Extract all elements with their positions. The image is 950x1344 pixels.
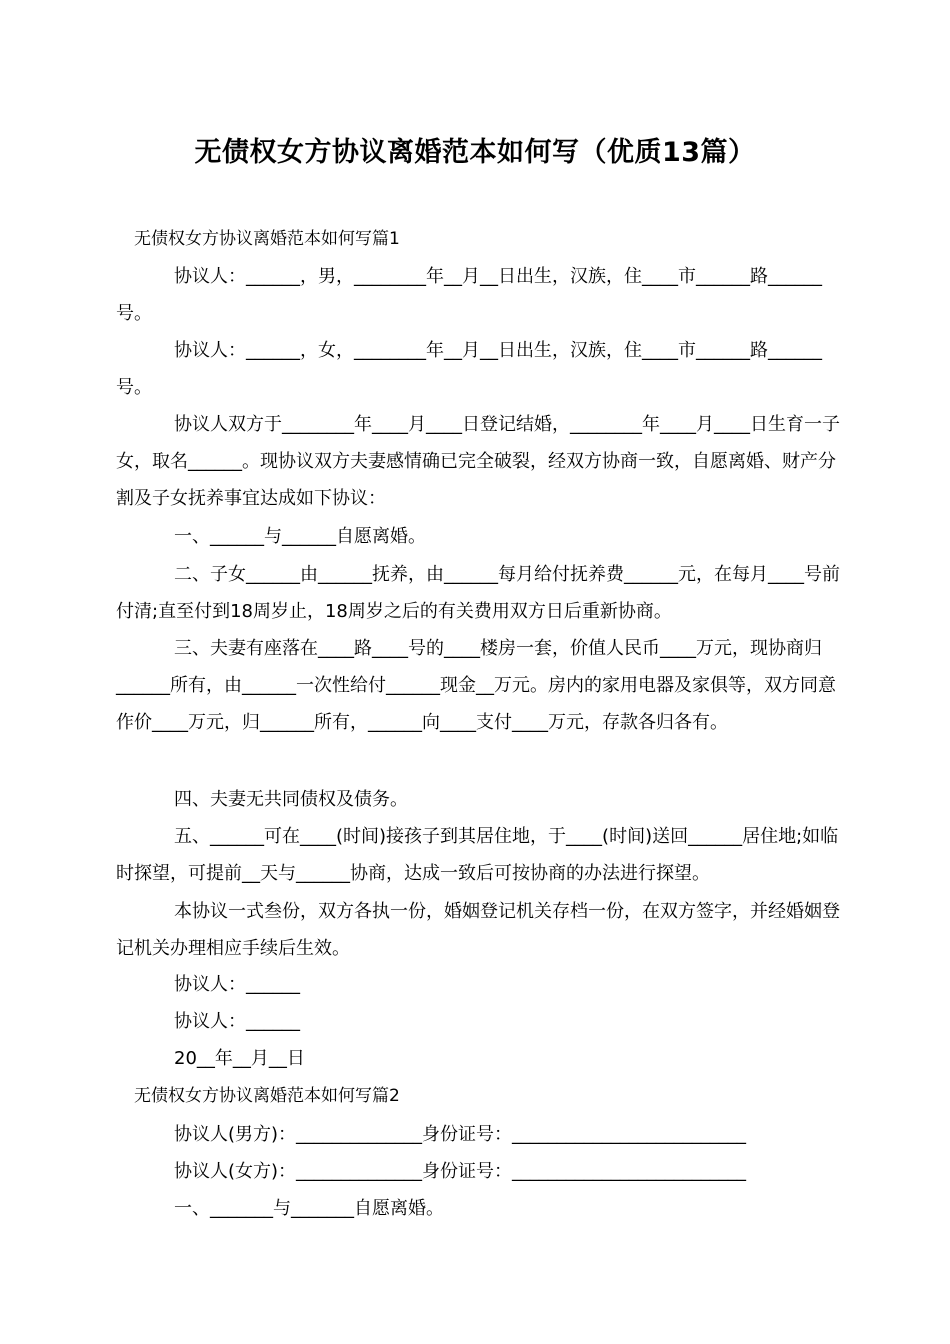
document-title: 无债权女方协议离婚范本如何写（优质13篇）: [194, 137, 756, 168]
signature-line-1: 协议人：______: [174, 974, 300, 995]
party-male-id-line: 协议人(男方)：______________身份证号：__________________________: [174, 1124, 747, 1145]
clause-3: 三、夫妻有座落在____路____号的____楼房一套，价值人民币____万元，现协商归______所有，由______一次性给付______现金__万元。房内的家用电器及家俱等，双方同意作价____万元，归______所有，______向____支付____万元，存款各归各有。: [116, 638, 836, 733]
party-male-paragraph: 协议人：______，男，________年__月__日出生，汉族，住____市______路______号。: [116, 266, 822, 324]
clause-2: 二、子女______由______抚养，由______每月给付抚养费______元，在每月____号前付清;直至付到18周岁止，18周岁之后的有关费用双方日后重新协商。: [116, 564, 840, 622]
closing-paragraph: 本协议一式叁份，双方各执一份，婚姻登记机关存档一份，在双方签字，并经婚姻登记机关办理相应手续后生效。: [116, 901, 840, 959]
marriage-paragraph: 协议人双方于________年____月____日登记结婚，________年____月____日生育一子女，取名______。现协议双方夫妻感情确已完全破裂，经双方协商一致，自愿离婚、财产分割及子女抚养事宜达成如下协议：: [116, 414, 840, 509]
signature-line-2: 协议人：______: [174, 1011, 300, 1032]
clause-1: 一、______与______自愿离婚。: [174, 526, 426, 547]
section-1-heading: 无债权女方协议离婚范本如何写篇1: [134, 229, 400, 249]
party-female-paragraph: 协议人：______，女，________年__月__日出生，汉族，住____市______路______号。: [116, 340, 822, 398]
clause-4: 四、夫妻无共同债权及债务。: [174, 789, 408, 810]
party-female-id-line: 协议人(女方)：______________身份证号：__________________________: [174, 1161, 747, 1182]
section-2-heading: 无债权女方协议离婚范本如何写篇2: [134, 1086, 400, 1106]
clause-5: 五、______可在____(时间)接孩子到其居住地，于____(时间)送回______居住地;如临时探望，可提前__天与______协商，达成一致后可按协商的办法进行探望。: [116, 826, 839, 884]
section-2-clause-1: 一、_______与_______自愿离婚。: [174, 1198, 444, 1219]
date-line: 20__年__月__日: [174, 1048, 305, 1069]
